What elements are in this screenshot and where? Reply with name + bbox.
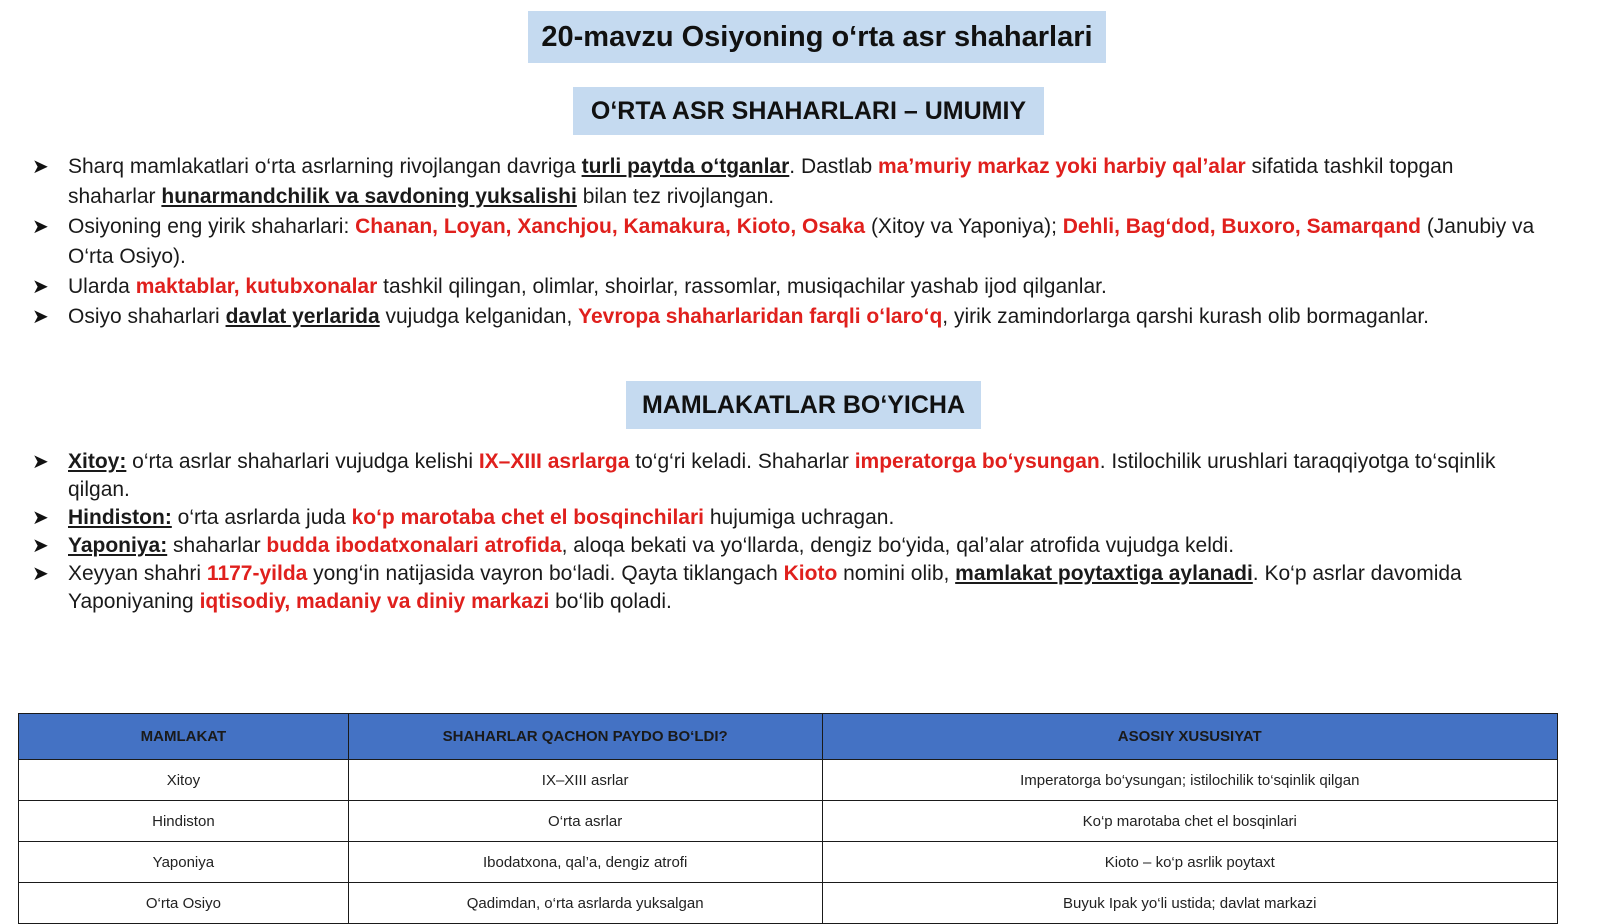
bullet-item bbox=[28, 152, 1538, 212]
highlighted-text: budda ibodatxonalari atrofida bbox=[266, 534, 562, 557]
bullet-text: . Ko‘p asrlar davomida Yaponiyaning bbox=[68, 562, 1462, 613]
bullet-text: Xeyyan shahri bbox=[68, 562, 207, 585]
table-cell: Buyuk Ipak yo‘li ustida; davlat markazi bbox=[822, 883, 1558, 924]
table-cell: Ibodatxona, qal’a, dengiz atrofi bbox=[348, 842, 822, 883]
table-row bbox=[19, 760, 1558, 801]
highlighted-text: Hindiston: bbox=[68, 506, 172, 529]
bullet-item bbox=[28, 448, 1538, 504]
arrowhead-bullet-icon: ➤ bbox=[32, 507, 49, 529]
table-cell: O‘rta Osiyo bbox=[19, 883, 349, 924]
highlighted-text: hunarmandchilik va savdoning yuksalishi bbox=[161, 185, 577, 208]
table-header-row bbox=[19, 714, 1558, 760]
arrowhead-bullet-icon: ➤ bbox=[32, 451, 49, 473]
table-row bbox=[19, 842, 1558, 883]
bullet-text: yong‘in natijasida vayron bo‘ladi. Qayta tiklangach bbox=[307, 562, 784, 585]
arrowhead-bullet-icon: ➤ bbox=[32, 563, 49, 585]
highlighted-text: Xitoy: bbox=[68, 450, 127, 473]
bullet-text: , aloqa bekati va yo‘llarda, dengiz bo‘yida, qal’alar atrofida vujudga keldi. bbox=[561, 534, 1235, 557]
countries-bullet-list bbox=[28, 448, 1538, 616]
highlighted-text: turli paytda o‘tganlar bbox=[581, 155, 790, 178]
table-cell: IX–XIII asrlar bbox=[348, 760, 822, 801]
table-cell: Ko‘p marotaba chet el bosqinlari bbox=[822, 801, 1558, 842]
bullet-text: (Xitoy va Yaponiya); bbox=[865, 215, 1063, 238]
arrowhead-bullet-icon: ➤ bbox=[32, 306, 49, 328]
arrowhead-bullet-icon: ➤ bbox=[32, 156, 49, 178]
bullet-item bbox=[28, 302, 1538, 332]
table-cell: Qadimdan, o‘rta asrlarda yuksalgan bbox=[348, 883, 822, 924]
highlighted-text: 1177-yilda bbox=[206, 562, 308, 585]
bullet-text: bo‘lib qoladi. bbox=[549, 590, 672, 613]
highlighted-text: mamlakat poytaxtiga aylanadi bbox=[955, 562, 1253, 585]
highlighted-text: ko‘p marotaba chet el bosqinchilari bbox=[351, 506, 704, 529]
bullet-text: , yirik zamindorlarga qarshi kurash olib bormaganlar. bbox=[942, 305, 1430, 328]
bullet-item bbox=[28, 532, 1538, 560]
highlighted-text: Kioto bbox=[783, 562, 838, 585]
bullet-text: Osiyoning eng yirik shaharlari: bbox=[68, 215, 356, 238]
bullet-text: nomini olib, bbox=[837, 562, 956, 585]
bullet-text: vujudga kelganidan, bbox=[379, 305, 579, 328]
bullet-text: . Dastlab bbox=[789, 155, 878, 178]
highlighted-text: Yaponiya: bbox=[68, 534, 168, 557]
bullet-text: (Janubiy va O‘rta Osiyo). bbox=[68, 215, 1535, 268]
highlighted-text: Dehli, Bag‘dod, Buxoro, Samarqand bbox=[1062, 215, 1421, 238]
header-when-appeared: SHAHARLAR QACHON PAYDO BO‘LDI? bbox=[348, 714, 822, 760]
page-title: 20-mavzu Osiyoning o‘rta asr shaharlari bbox=[528, 11, 1106, 63]
bullet-text: shaharlar bbox=[167, 534, 267, 557]
highlighted-text: Chanan, Loyan, Xanchjou, Kamakura, Kioto, Osaka bbox=[355, 215, 866, 238]
table-cell: Hindiston bbox=[19, 801, 349, 842]
section-heading-general: O‘RTA ASR SHAHARLARI – UMUMIY bbox=[573, 87, 1044, 135]
bullet-text: hujumiga uchragan. bbox=[704, 506, 895, 529]
bullet-text: to‘g‘ri keladi. Shaharlar bbox=[629, 450, 855, 473]
bullet-text: tashkil qilingan, olimlar, shoirlar, rassomlar, musiqachilar yashab ijod qilganlar. bbox=[377, 275, 1107, 298]
bullet-item bbox=[28, 504, 1538, 532]
header-main-feature: ASOSIY XUSUSIYAT bbox=[822, 714, 1558, 760]
arrowhead-bullet-icon: ➤ bbox=[32, 535, 49, 557]
highlighted-text: iqtisodiy, madaniy va diniy markazi bbox=[199, 590, 550, 613]
table-row bbox=[19, 883, 1558, 924]
table-cell: O‘rta asrlar bbox=[348, 801, 822, 842]
highlighted-text: ma’muriy markaz yoki harbiy qal’alar bbox=[878, 155, 1246, 178]
bullet-text: Ularda bbox=[68, 275, 136, 298]
table-cell: Imperatorga bo‘ysungan; istilochilik to‘sqinlik qilgan bbox=[822, 760, 1558, 801]
table-cell: Kioto – ko‘p asrlik poytaxt bbox=[822, 842, 1558, 883]
general-bullet-list bbox=[28, 152, 1538, 332]
bullet-text: bilan tez rivojlangan. bbox=[576, 185, 775, 208]
bullet-text: . Istilochilik urushlari taraqqiyotga to‘sqinlik qilgan. bbox=[68, 450, 1496, 501]
table-cell: Yaponiya bbox=[19, 842, 349, 883]
bullet-text: Sharq mamlakatlari o‘rta asrlarning rivojlangan davriga bbox=[68, 155, 582, 178]
section-heading-countries: MAMLAKATLAR BO‘YICHA bbox=[626, 381, 981, 429]
header-country: MAMLAKAT bbox=[19, 714, 349, 760]
arrowhead-bullet-icon: ➤ bbox=[32, 216, 49, 238]
highlighted-text: maktablar, kutubxonalar bbox=[135, 275, 378, 298]
highlighted-text: davlat yerlarida bbox=[225, 305, 380, 328]
bullet-item bbox=[28, 560, 1538, 616]
bullet-text: o‘rta asrlar shaharlari vujudga kelishi bbox=[126, 450, 479, 473]
highlighted-text: IX–XIII asrlarga bbox=[478, 450, 630, 473]
table-cell: Xitoy bbox=[19, 760, 349, 801]
table-row bbox=[19, 801, 1558, 842]
arrowhead-bullet-icon: ➤ bbox=[32, 276, 49, 298]
bullet-text: sifatida tashkil topgan shaharlar bbox=[68, 155, 1454, 208]
bullet-item bbox=[28, 272, 1538, 302]
comparison-table bbox=[18, 713, 1558, 924]
bullet-item bbox=[28, 212, 1538, 272]
bullet-text: o‘rta asrlarda juda bbox=[171, 506, 352, 529]
bullet-text: Osiyo shaharlari bbox=[68, 305, 226, 328]
highlighted-text: imperatorga bo‘ysungan bbox=[854, 450, 1100, 473]
highlighted-text: Yevropa shaharlaridan farqli o‘laro‘q bbox=[578, 305, 943, 328]
